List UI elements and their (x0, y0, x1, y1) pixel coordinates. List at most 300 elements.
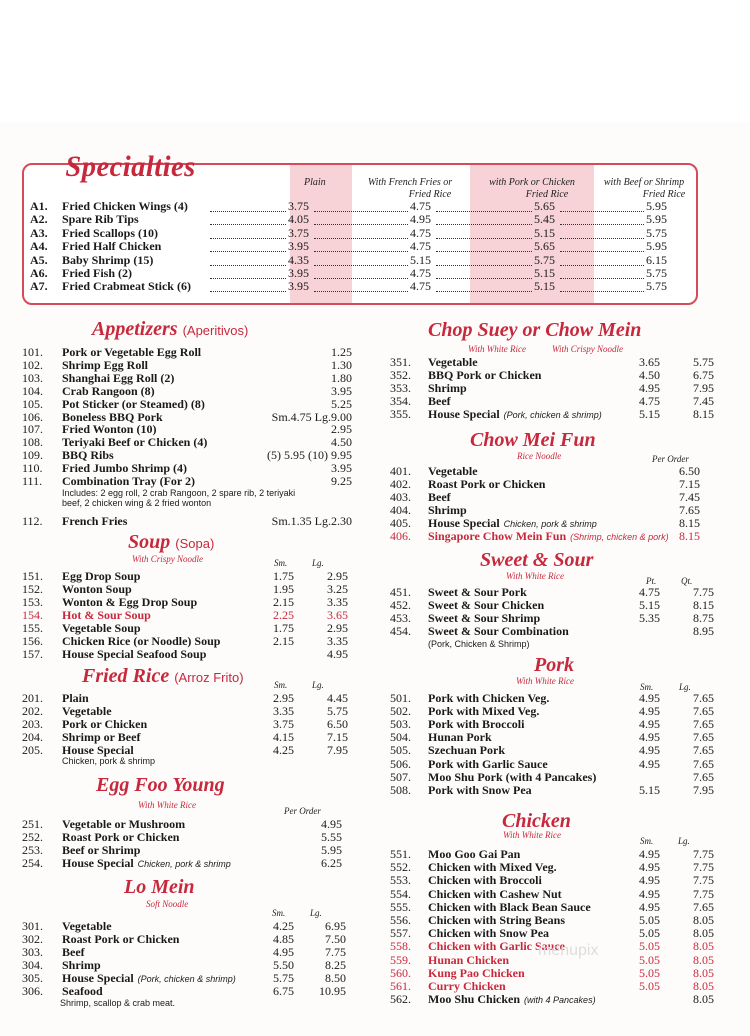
item-number: 559. (390, 952, 411, 967)
price-large: 7.45 (693, 394, 714, 408)
price-beef: 5.95 (646, 212, 667, 227)
item-name: Beef or Shrimp (62, 843, 141, 857)
price-large: 3.25 (327, 582, 348, 596)
price-large: 10.95 (319, 984, 346, 998)
item-name: Beef (428, 490, 451, 504)
item-number: 555. (390, 899, 411, 914)
item-number: 301. (22, 919, 43, 933)
item-number: 562. (390, 992, 411, 1007)
item-name: Shrimp (428, 503, 467, 517)
price-small: 2.25 (273, 608, 294, 622)
price-plain: 3.95 (288, 266, 309, 280)
item-name: Vegetable (428, 355, 478, 369)
price-large: 7.65 (693, 743, 714, 758)
item-name: Chicken Rice (or Noodle) Soup (62, 634, 221, 648)
specialties-box (22, 163, 698, 305)
price-large: 3.35 (327, 634, 348, 648)
item-name: Shrimp (428, 381, 467, 395)
price: 5.25 (331, 396, 352, 411)
price-pork: 5.15 (534, 279, 555, 294)
price-plain: 3.95 (288, 239, 309, 254)
chicken-row (390, 992, 714, 1007)
chicken-title: Chicken (502, 810, 571, 832)
item-code: A7. (30, 279, 48, 294)
price-small: 4.95 (639, 381, 660, 395)
item-name: Vegetable or Mushroom (62, 817, 186, 831)
price-pork: 5.65 (534, 199, 555, 213)
item-name: Crab Rangoon (8) (62, 383, 155, 398)
price-large: 6.75 (693, 368, 714, 382)
dot-leader (560, 278, 644, 292)
soup-lg-head: Lg. (312, 558, 324, 568)
price-large: 7.95 (327, 743, 348, 757)
price-large: 7.65 (693, 769, 714, 784)
price-small: 4.25 (273, 743, 294, 757)
chop-note-rice: With White Rice (468, 344, 526, 354)
pork-sm-head: Sm. (640, 682, 654, 692)
price-large: 8.05 (693, 979, 714, 993)
dot-leader (210, 211, 286, 225)
item-name: BBQ Ribs (62, 448, 114, 463)
price-small: 4.95 (639, 717, 660, 732)
egg-foo-young-row (22, 856, 342, 870)
pork-row (390, 782, 714, 797)
price-small: 5.05 (639, 926, 660, 941)
egg-foo-young-title: Egg Foo Young (96, 774, 225, 796)
price: Sm.1.35 Lg.2.30 (271, 513, 352, 528)
item-number: 560. (390, 965, 411, 980)
price-small: 2.15 (273, 595, 294, 609)
pork-lg-head: Lg. (679, 682, 691, 692)
specialty-row (30, 280, 690, 293)
price-small: 5.50 (273, 958, 294, 972)
appetizer-row (22, 357, 352, 372)
price-small: 4.15 (273, 730, 294, 744)
chicken-sm-head: Sm. (640, 836, 654, 846)
price-small: 3.75 (273, 717, 294, 731)
item-name: French Fries (62, 513, 128, 528)
dot-leader (560, 252, 644, 266)
item-number: 157. (22, 647, 43, 661)
price-large: 7.65 (693, 717, 714, 732)
dot-leader (436, 238, 532, 252)
pork-row (390, 691, 714, 705)
chicken-row (390, 926, 714, 941)
price-small: 5.15 (639, 782, 660, 797)
price-small: 3.65 (639, 355, 660, 369)
price-plain: 4.05 (288, 212, 309, 227)
col-pork: with Pork or Chicken Fried Rice (489, 177, 575, 200)
chop-suey-title: Chop Suey or Chow Mein (428, 319, 642, 341)
price-small: 4.75 (639, 585, 660, 599)
item-number: 152. (22, 582, 43, 596)
dot-leader (560, 265, 644, 279)
item-name: Pork with Mixed Veg. (428, 704, 540, 719)
dot-leader (314, 278, 408, 292)
item-name: House Special (Pork, chicken & shrimp) (428, 407, 602, 421)
item-name: Fried Wonton (10) (62, 422, 157, 437)
chop-note-noodle: With Crispy Noodle (552, 344, 624, 354)
item-name: Beef (62, 945, 85, 959)
dot-leader (210, 225, 286, 239)
chicken-row (390, 899, 714, 914)
price-small: 4.95 (639, 691, 660, 705)
lo-mein-note: Soft Noodle (146, 899, 189, 909)
item-desc: (Pork, chicken & shrimp) (503, 410, 602, 420)
price-large: 7.75 (693, 847, 714, 861)
price-small: 4.95 (639, 899, 660, 914)
price-pork: 5.15 (534, 266, 555, 280)
specialties-title: Specialties (65, 150, 196, 183)
item-number: 104. (22, 383, 43, 398)
item-name: House Special Chicken, pork & shrimp (62, 856, 231, 870)
item-number: 453. (390, 611, 411, 625)
price-beef: 5.75 (646, 225, 667, 240)
item-name: Teriyaki Beef or Chicken (4) (62, 435, 208, 450)
price-plain: 3.75 (288, 199, 309, 213)
sweet-sour-row (390, 624, 714, 638)
appetizer-row (22, 474, 352, 488)
rice-sm-head: Sm. (274, 680, 288, 690)
price-large: 8.05 (693, 952, 714, 967)
price-small: 1.75 (273, 569, 294, 583)
item-name: Seafood (62, 984, 103, 998)
item-number: 454. (390, 624, 411, 638)
price-pork: 5.45 (534, 212, 555, 227)
item-name: Chicken with Black Bean Sauce (428, 899, 591, 914)
price-small: 4.95 (639, 873, 660, 888)
item-number: 155. (22, 621, 43, 635)
item-number: 254. (22, 856, 43, 870)
item-number: 506. (390, 756, 411, 771)
price: 4.95 (321, 817, 342, 831)
item-number: 203. (22, 717, 43, 731)
item-name: House Special (62, 743, 134, 757)
price-fries: 4.75 (410, 239, 431, 254)
price: 1.80 (331, 370, 352, 385)
item-name: House Special Seafood Soup (62, 647, 207, 661)
item-number: 503. (390, 717, 411, 732)
item-desc: Chicken, pork & shrimp (137, 859, 231, 869)
item-name: Fried Scallops (10) (62, 225, 158, 240)
item-number: 107. (22, 422, 43, 437)
item-desc: Chicken, pork & shrimp (503, 519, 597, 529)
item-name: Shrimp (62, 958, 101, 972)
price-large: 3.35 (327, 595, 348, 609)
price: 1.30 (331, 357, 352, 372)
item-name: Roast Pork or Chicken (62, 830, 180, 844)
soup-sm-head: Sm. (274, 558, 288, 568)
item-name: Boneless BBQ Pork (62, 409, 163, 424)
price: 4.50 (331, 435, 352, 450)
item-name: House Special Chicken, pork & shrimp (428, 516, 597, 530)
dot-leader (314, 198, 408, 212)
price-plain: 3.75 (288, 225, 309, 240)
item-name: Spare Rib Tips (62, 212, 139, 227)
item-number: 153. (22, 595, 43, 609)
item-number: 352. (390, 368, 411, 382)
price-beef: 5.95 (646, 199, 667, 213)
dot-leader (210, 265, 286, 279)
item-number: 561. (390, 979, 411, 993)
price-beef: 5.75 (646, 279, 667, 294)
item-name: Fried Jumbo Shrimp (4) (62, 461, 188, 476)
price-small: 5.15 (639, 407, 660, 421)
item-name: Plain (62, 691, 89, 705)
price-fries: 4.75 (410, 279, 431, 294)
price-large: 3.65 (327, 608, 348, 622)
sweet-qt-head: Qt. (681, 576, 693, 586)
item-number: 556. (390, 913, 411, 927)
price-large: 4.95 (327, 647, 348, 661)
item-code: A6. (30, 266, 48, 280)
price-pork: 5.75 (534, 252, 555, 267)
price-small: 3.35 (273, 704, 294, 718)
price-large: 7.75 (693, 585, 714, 599)
appetizer-row (22, 370, 352, 385)
seafood-desc: Shrimp, scallop & crab meat. (60, 998, 176, 1008)
chop-suey-row (390, 407, 714, 421)
item-number: 201. (22, 691, 43, 705)
price-fries: 4.75 (410, 225, 431, 240)
price-small: 4.95 (639, 704, 660, 719)
item-number: 106. (22, 409, 43, 424)
rice-house-desc: Chicken, pork & shrimp (62, 756, 156, 766)
price: 7.15 (679, 477, 700, 491)
price-beef: 5.75 (646, 266, 667, 280)
price-small: 1.95 (273, 582, 294, 596)
chow-mei-fun-title: Chow Mei Fun (470, 429, 596, 451)
item-name: Combination Tray (For 2) (62, 474, 196, 488)
price-large: 2.95 (327, 621, 348, 635)
item-number: 554. (390, 886, 411, 901)
item-name: Sweet & Sour Combination (428, 624, 569, 638)
price-small: 2.95 (273, 691, 294, 705)
price-large: 5.75 (327, 704, 348, 718)
item-name: Sweet & Sour Shrimp (428, 611, 541, 625)
price-small: 4.95 (639, 847, 660, 861)
item-number: 151. (22, 569, 43, 583)
price-large: 8.05 (693, 939, 714, 954)
price: 8.15 (679, 529, 700, 543)
item-number: 354. (390, 394, 411, 408)
dot-leader (314, 211, 408, 225)
watermark: menupix (538, 942, 599, 959)
soup-note: With Crispy Noodle (132, 554, 204, 564)
dot-leader (210, 278, 286, 292)
item-number: 406. (390, 529, 411, 543)
dot-leader (436, 265, 532, 279)
item-name: Vegetable (62, 704, 112, 718)
dot-leader (314, 225, 408, 239)
price-small: 4.95 (639, 860, 660, 875)
chicken-row (390, 886, 714, 901)
price-small: 4.95 (639, 886, 660, 901)
item-number: 112. (22, 513, 43, 528)
item-name: Sweet & Sour Pork (428, 585, 527, 599)
dot-leader (436, 252, 532, 266)
item-name: Shanghai Egg Roll (2) (62, 370, 175, 385)
pork-row (390, 743, 714, 758)
item-name: Chicken with Garlic Sauce (428, 939, 565, 954)
item-name: Fried Crabmeat Stick (6) (62, 279, 191, 294)
price-large: 6.95 (325, 919, 346, 933)
price-small: 5.05 (639, 979, 660, 993)
item-name: Chicken with Broccoli (428, 873, 542, 888)
item-name: Hot & Sour Soup (62, 608, 151, 622)
dot-leader (210, 198, 286, 212)
item-number: 355. (390, 407, 411, 421)
price-small: 4.50 (639, 368, 660, 382)
price-small: 5.05 (639, 939, 660, 954)
sweet-pt-head: Pt. (646, 576, 657, 586)
item-number: 111. (22, 474, 43, 488)
chicken-row (390, 847, 714, 861)
item-name: Vegetable (428, 464, 478, 478)
item-name: Hunan Chicken (428, 952, 510, 967)
item-name: House Special (Pork, chicken & shrimp) (62, 971, 236, 985)
item-number: 110. (22, 461, 43, 476)
item-name: Shrimp Egg Roll (62, 357, 149, 372)
item-name: Pot Sticker (or Steamed) (8) (62, 396, 205, 411)
price-large: 8.15 (693, 598, 714, 612)
price-large: 7.50 (325, 932, 346, 946)
item-name: Shrimp or Beef (62, 730, 141, 744)
price: 9.25 (331, 474, 352, 488)
item-name: Chicken with String Beans (428, 913, 566, 927)
price-large: 7.95 (693, 381, 714, 395)
item-name: Chicken with Snow Pea (428, 926, 550, 941)
price-large: 8.95 (693, 624, 714, 638)
item-number: 302. (22, 932, 43, 946)
price: 7.45 (679, 490, 700, 504)
item-number: 156. (22, 634, 43, 648)
item-number: 102. (22, 357, 43, 372)
item-name: Moo Goo Gai Pan (428, 847, 521, 861)
item-number: 551. (390, 847, 411, 861)
price-large: 8.05 (693, 926, 714, 941)
chicken-row (390, 873, 714, 888)
item-name: Kung Pao Chicken (428, 965, 525, 980)
item-number: 557. (390, 926, 411, 941)
item-number: 404. (390, 503, 411, 517)
item-name: Fried Half Chicken (62, 239, 162, 254)
dot-leader (210, 238, 286, 252)
item-number: 253. (22, 843, 43, 857)
item-number: 452. (390, 598, 411, 612)
item-number: 103. (22, 370, 43, 385)
egg-note: With White Rice (138, 800, 196, 810)
item-number: 401. (390, 464, 411, 478)
item-number: 204. (22, 730, 43, 744)
appetizer-row (22, 396, 352, 411)
dot-leader (210, 252, 286, 266)
item-name: Pork with Garlic Sauce (428, 756, 548, 771)
price-small: 2.15 (273, 634, 294, 648)
price-small: 4.95 (273, 945, 294, 959)
item-name: Roast Pork or Chicken (62, 932, 180, 946)
item-name: Fried Chicken Wings (4) (62, 199, 188, 213)
item-number: 109. (22, 448, 43, 463)
price-large: 2.95 (327, 569, 348, 583)
price-large: 7.75 (325, 945, 346, 959)
item-desc: (with 4 Pancakes) (524, 995, 596, 1006)
item-code: A2. (30, 212, 48, 227)
item-number: 304. (22, 958, 43, 972)
chow-mei-fun-row (390, 530, 700, 543)
dot-leader (314, 252, 408, 266)
item-number: 306. (22, 984, 43, 998)
item-name: Baby Shrimp (15) (62, 252, 154, 267)
price-large: 7.65 (693, 756, 714, 771)
price-small: 6.75 (273, 984, 294, 998)
chicken-row (390, 965, 714, 980)
item-code: A5. (30, 252, 48, 267)
dot-leader (436, 278, 532, 292)
item-number: 154. (22, 608, 43, 622)
price-plain: 3.95 (288, 279, 309, 294)
price-large: 7.75 (693, 860, 714, 875)
lo-mein-row (22, 984, 346, 998)
item-number: 351. (390, 355, 411, 369)
price-beef: 5.95 (646, 239, 667, 254)
item-number: 405. (390, 516, 411, 530)
price-large: 8.15 (693, 407, 714, 421)
item-number: 502. (390, 704, 411, 719)
chicken-row (390, 860, 714, 875)
item-name: Moo Shu Pork (with 4 Pancakes) (428, 769, 597, 784)
item-name: Fried Fish (2) (62, 266, 132, 280)
price: 8.15 (679, 516, 700, 530)
dot-leader (314, 238, 408, 252)
price-large: 7.65 (693, 691, 714, 705)
item-name: Curry Chicken (428, 979, 506, 993)
lo-lg-head: Lg. (310, 908, 322, 918)
sweet-note: With White Rice (506, 571, 564, 581)
item-name: Wonton Soup (62, 582, 132, 596)
appetizer-row (22, 383, 352, 398)
item-name: Pork or Chicken (62, 717, 148, 731)
item-number: 451. (390, 585, 411, 599)
price-fries: 4.75 (410, 266, 431, 280)
chicken-note: With White Rice (503, 830, 561, 840)
price-large: 7.65 (693, 704, 714, 719)
price: Sm.4.75 Lg.9.00 (271, 409, 352, 424)
price-large: 8.25 (325, 958, 346, 972)
price-large: 6.50 (327, 717, 348, 731)
item-name: Szechuan Pork (428, 743, 506, 758)
price-fries: 4.95 (410, 212, 431, 227)
item-number: 403. (390, 490, 411, 504)
pork-row (390, 756, 714, 771)
item-name: Pork with Snow Pea (428, 782, 532, 797)
price: 2.95 (331, 422, 352, 437)
item-number: 508. (390, 782, 411, 797)
item-name: Beef (428, 394, 451, 408)
dot-leader (436, 225, 532, 239)
item-number: 303. (22, 945, 43, 959)
chicken-lg-head: Lg. (678, 836, 690, 846)
price-pork: 5.15 (534, 225, 555, 240)
item-number: 305. (22, 971, 43, 985)
dot-leader (560, 238, 644, 252)
item-number: 252. (22, 830, 43, 844)
price-small: 4.95 (639, 756, 660, 771)
price-large: 7.65 (693, 730, 714, 745)
price: 7.65 (679, 503, 700, 517)
item-number: 251. (22, 817, 43, 831)
item-name: BBQ Pork or Chicken (428, 368, 542, 382)
